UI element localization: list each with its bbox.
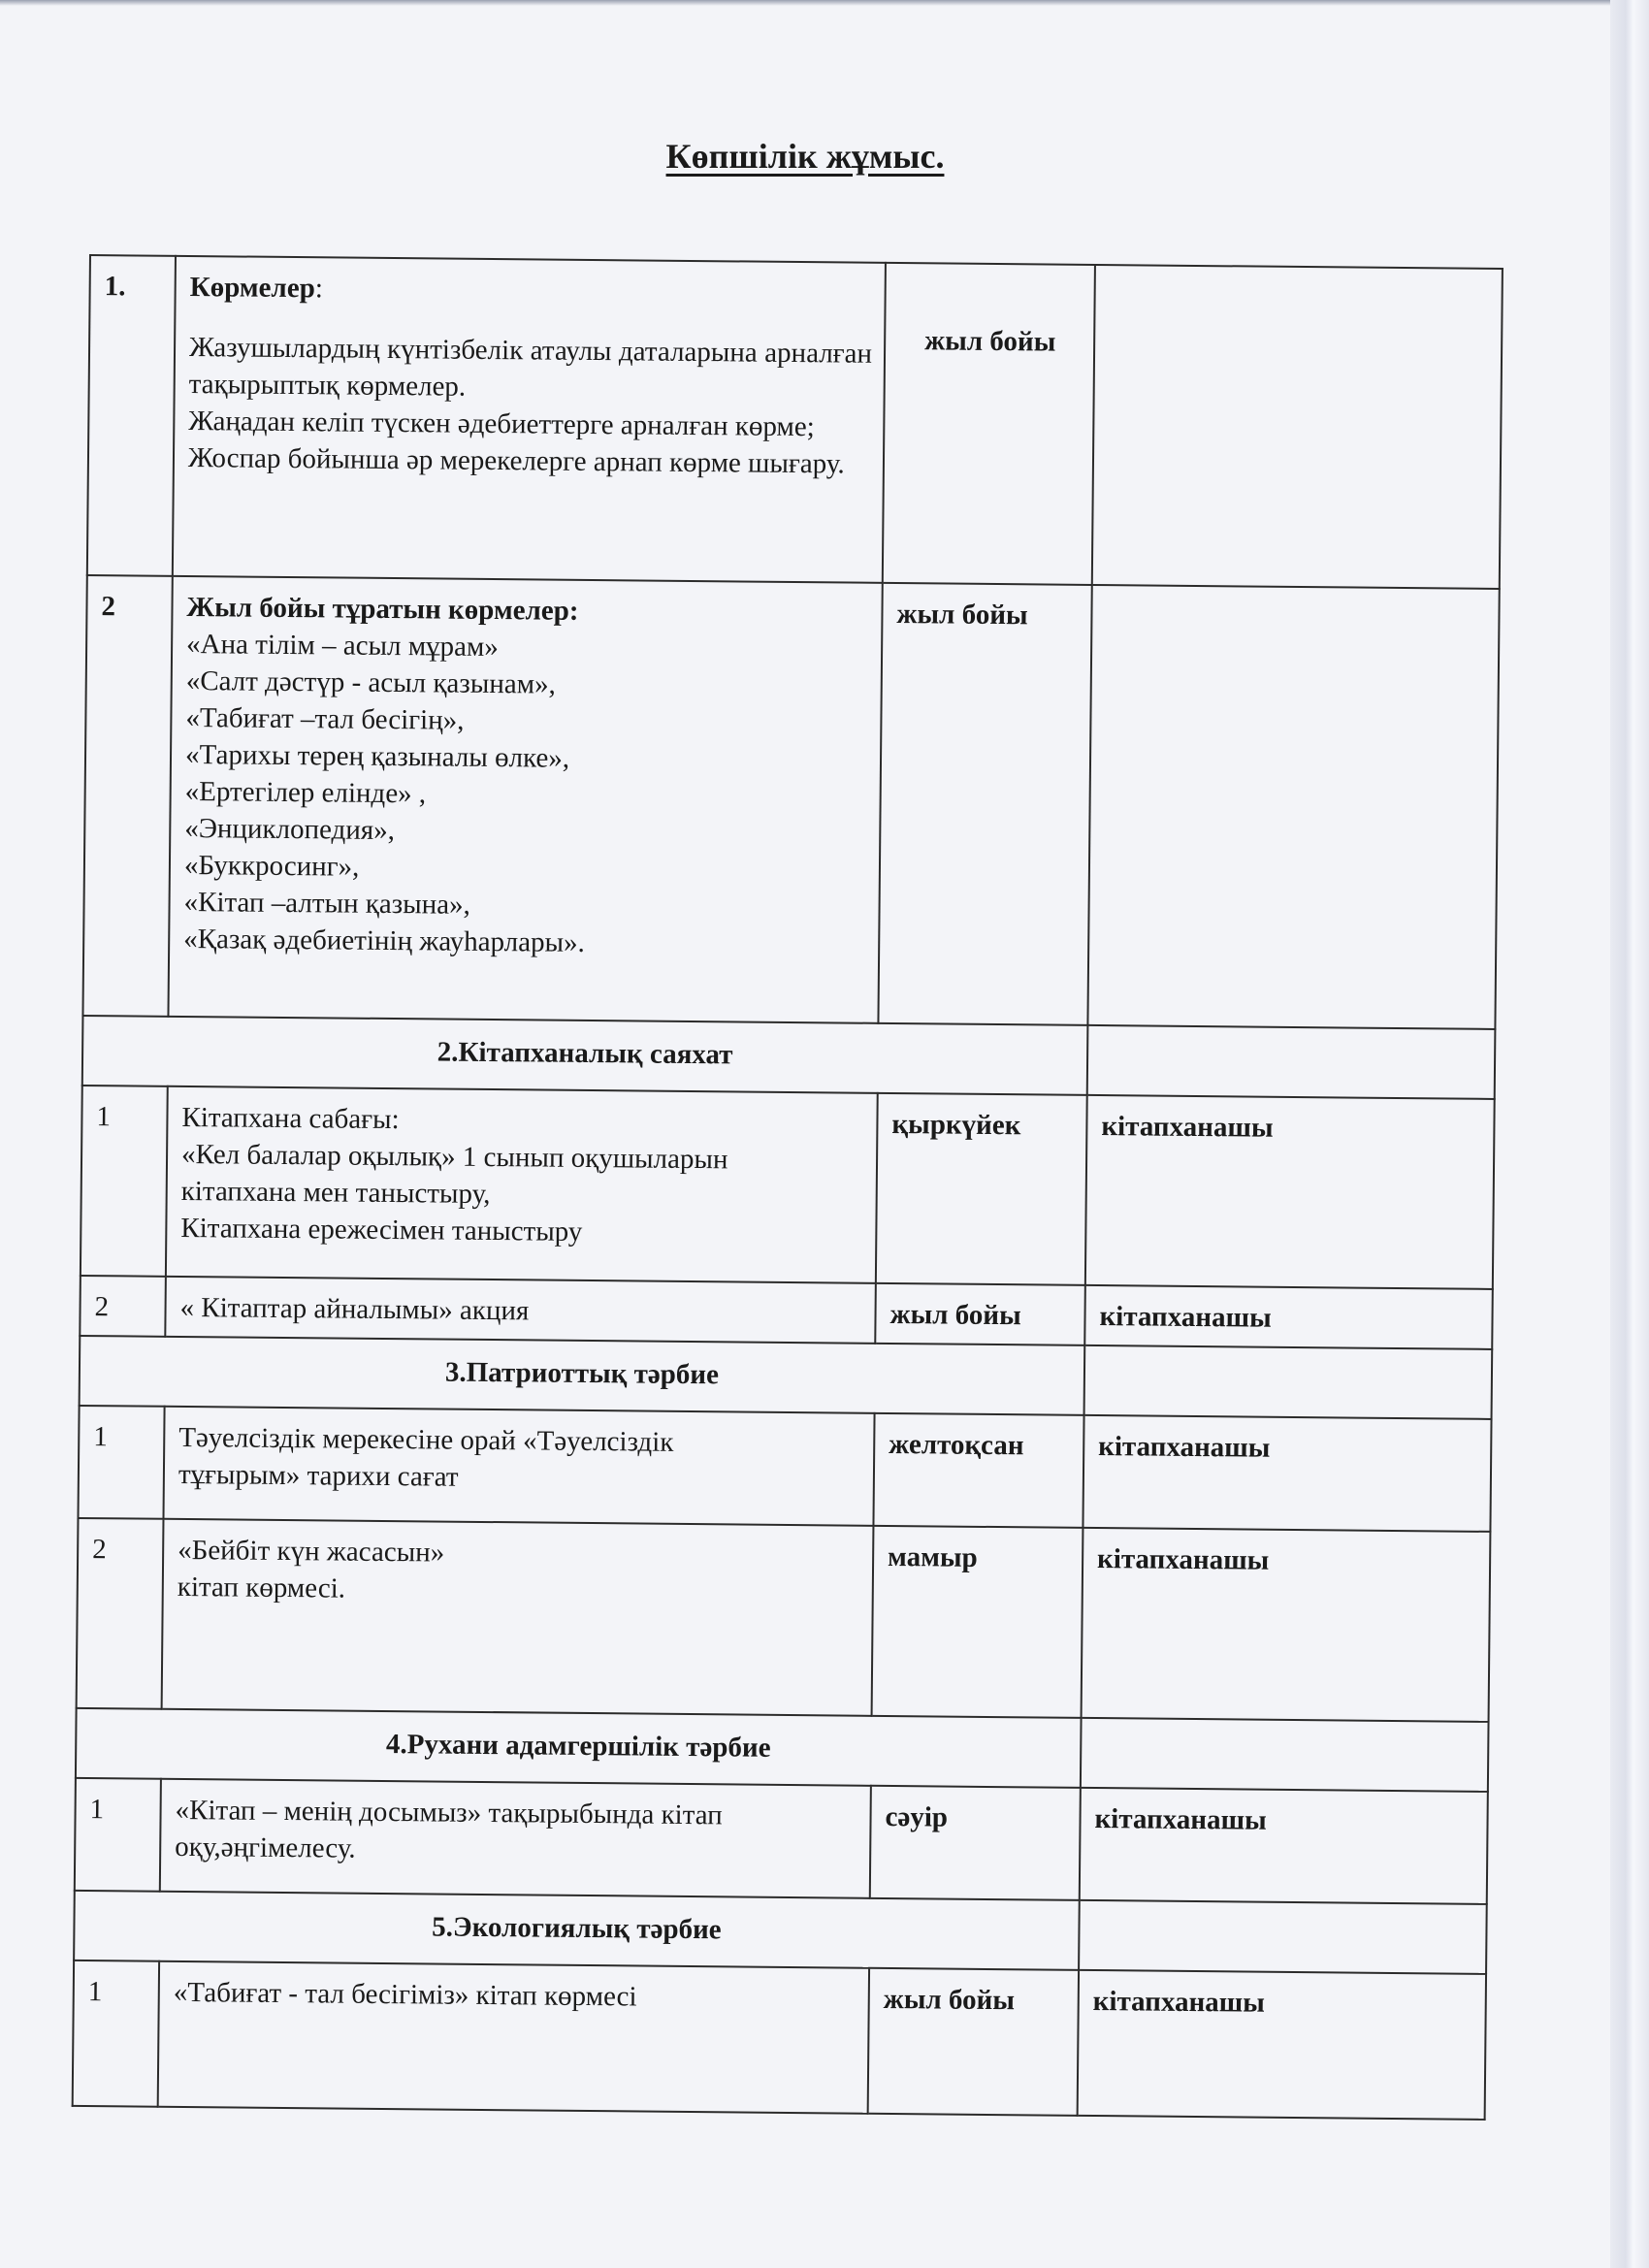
row-number: 1 [81,1085,168,1277]
activity-line: «Энциклопедия», [184,812,396,847]
responsible-cell: кітапханашы [1085,1095,1495,1289]
activity-cell [160,1779,871,1898]
row-number: 1 [73,1960,159,2107]
date-cell: қыркүйек [876,1093,1087,1285]
row-number: 2 [77,1518,164,1709]
table-row [78,1406,1491,1532]
plan-table [72,254,1504,2121]
row-number: 2 [82,575,172,1017]
activity-cell [158,1961,869,2114]
activity-line: «Бейбіт күн жасасын» [178,1534,445,1569]
activity-line: «Кітап – менің досымыз» тақырыбында кітап [175,1794,723,1831]
date-cell: желтоқсан [873,1413,1083,1528]
activity-line: Тәуелсіздік мерекесіне орай «Тәуелсіздік [178,1421,674,1458]
responsible-cell: кітапханашы [1082,1528,1491,1722]
activity-cell [162,1519,874,1716]
responsible-cell: кітапханашы [1080,1788,1488,1904]
activity-line: Кітапхана ережесімен таныстыру [180,1212,583,1247]
table-row [82,575,1499,1029]
section-title: 3.Патриоттық тәрбие [80,1336,1085,1415]
date-cell: мамыр [872,1526,1083,1718]
section-title: 2.Кітапханалық саяхат [82,1016,1088,1095]
activity-line: тұғырым» тарихи сағат [178,1458,459,1493]
activity-line: «Тарихы терең қазыналы өлке», [184,738,570,774]
empty-cell [1079,1900,1487,1974]
date-cell: сәуір [870,1786,1081,1900]
row-number: 1 [75,1778,161,1892]
page-edge [0,0,1610,6]
date-cell: жыл бойы [868,1968,1079,2116]
table-row [87,255,1503,589]
activity-line: « Кітаптар айналымы» акция [179,1291,530,1327]
empty-cell [1084,1345,1493,1419]
activity-line: «Ертегілер елінде» , [184,775,427,810]
section-header-row [82,1016,1496,1099]
activity-cell [168,576,882,1023]
activity-line: кітап көрмесі. [177,1571,346,1604]
activity-line: оқу,әңгімелесу. [175,1831,356,1864]
section-header-row [76,1708,1489,1792]
activity-cell [165,1277,876,1344]
table-row [77,1518,1491,1722]
row-number: 2 [80,1276,166,1337]
empty-cell [1087,1025,1496,1099]
activity-line: «Буккросинг», [183,849,360,883]
page-stack-edge [1610,0,1649,2268]
activity-line: «Қазақ әдебиетінің жауһарлары». [183,923,585,958]
table-row [75,1778,1488,1904]
date-cell: жыл бойы [875,1283,1085,1345]
activity-cell [173,256,886,583]
activity-line: «Кітап –алтын қазына», [183,886,470,921]
table-row [73,1960,1486,2120]
activity-line: Жоспар бойынша әр мерекелерге арнап көрме шығару. [187,441,845,480]
activity-line: «Кел балалар оқылық» 1 сынып оқушыларын [180,1138,728,1176]
activity-line: Жазушылардың күнтізбелік атаулы даталарына арналған тақырыптық көрмелер. [188,331,873,403]
heading-colon: : [314,273,324,305]
activity-line: «Табиғат –тал бесігің», [185,701,465,736]
activity-heading: Көрмелер [189,271,315,305]
activity-line: «Салт дәстүр - асыл қазынам», [185,664,556,700]
empty-cell [1081,1718,1489,1792]
activity-cell [166,1086,878,1283]
section-title: 5.Экологиялық тәрбие [74,1891,1080,1970]
table-row [81,1085,1495,1289]
row-number: 1. [87,255,176,576]
date-cell: жыл бойы [878,583,1091,1025]
date-cell: жыл бойы [883,263,1095,585]
responsible-cell [1092,265,1503,589]
activity-line: «Табиғат - тал бесігіміз» кітап көрмесі [173,1976,637,2013]
activity-heading: Жыл бойы тұратын көрмелер: [186,591,579,627]
activity-line: «Ана тілім – асыл мұрам» [185,628,500,664]
activity-cell [163,1407,874,1526]
section-header-row [80,1336,1493,1419]
responsible-cell [1087,585,1499,1029]
activity-line: Кітапхана сабағы: [181,1101,400,1136]
activity-line: кітапхана мен таныстыру, [180,1175,491,1211]
responsible-cell: кітапханашы [1084,1285,1493,1349]
responsible-cell: кітапханашы [1078,1970,1486,2120]
activity-line: Жаңадан келіп түскен әдебиеттерге арналған көрме; [188,405,815,443]
row-number: 1 [78,1406,164,1519]
section-header-row [74,1891,1487,1974]
section-title: 4.Рухани адамгершілік тәрбие [76,1708,1082,1788]
responsible-cell: кітапханашы [1083,1415,1491,1532]
page-title: Көпшілік жұмыс. [665,137,945,176]
